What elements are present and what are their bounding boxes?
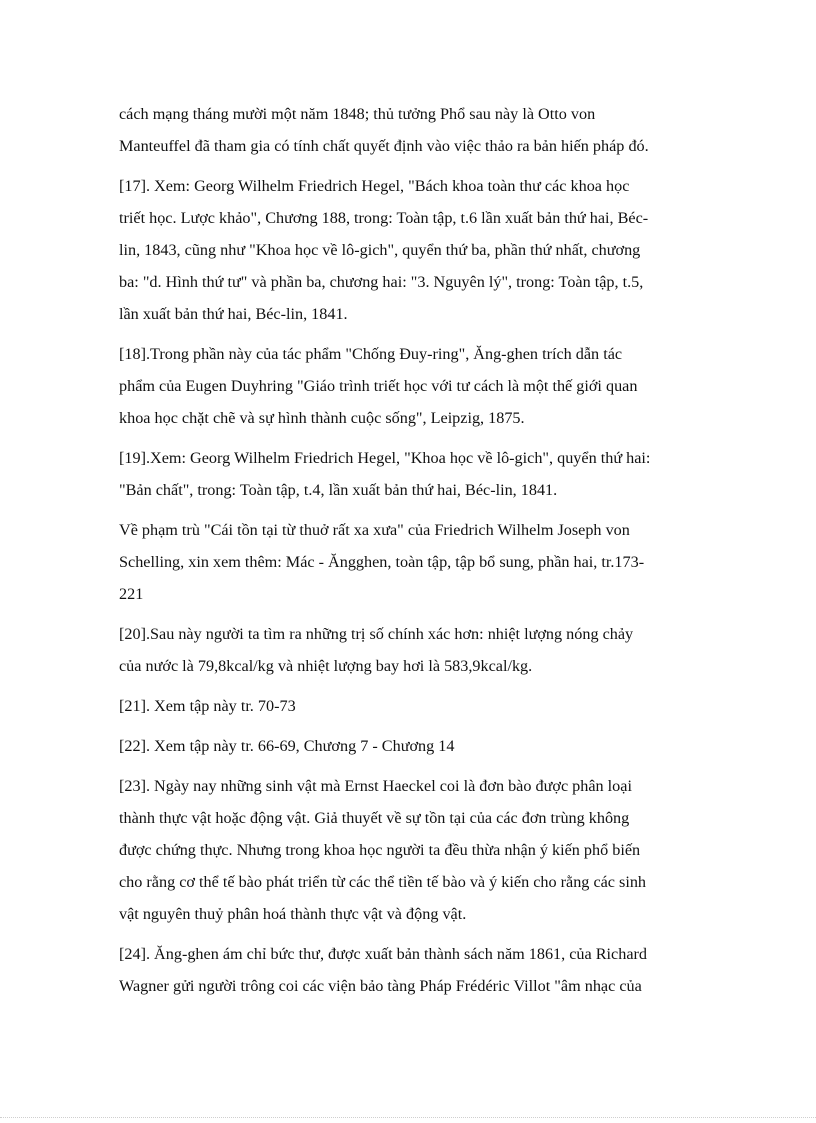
text-line: thành thực vật hoặc động vật. Giả thuyết về sự tồn tại của các đơn trùng không <box>119 809 630 827</box>
text-line: "Bản chất", trong: Toàn tập, t.4, lần xuất bản thứ hai, Béc-lin, 1841. <box>119 481 558 499</box>
text-line: vật nguyên thuỷ phân hoá thành thực vật và động vật. <box>119 905 467 923</box>
text-line: [18].Trong phần này của tác phẩm "Chống Đuy-ring", Ăng-ghen trích dẫn tác <box>119 345 623 363</box>
text-line: Về phạm trù "Cái tồn tại từ thuở rất xa xưa" của Friedrich Wilhelm Joseph von <box>119 521 630 539</box>
text-line: ba: "d. Hình thứ tư" và phần ba, chương hai: "3. Nguyên lý", trong: Toàn tập, t.5, <box>119 273 644 291</box>
document-page <box>119 98 694 1010</box>
text-line: Wagner gửi người trông coi các viện bảo tàng Pháp Frédéric Villot "âm nhạc của <box>119 977 642 995</box>
footnote-18 <box>119 338 694 434</box>
footnote-24 <box>119 938 694 1002</box>
text-line: cho rằng cơ thể tế bào phát triển từ các thể tiền tế bào và ý kiến cho rằng các sinh <box>119 873 647 891</box>
footnote-23 <box>119 770 694 930</box>
footnote-21 <box>119 690 694 722</box>
footnote-22 <box>119 730 694 762</box>
text-line: được chứng thực. Nhưng trong khoa học người ta đều thừa nhận ý kiến phổ biến <box>119 841 641 859</box>
paragraph-schelling-note <box>119 514 694 610</box>
text-line: Schelling, xin xem thêm: Mác - Ăngghen, toàn tập, tập bổ sung, phần hai, tr.173- <box>119 553 645 571</box>
text-line: 221 <box>119 585 144 603</box>
text-line: Manteuffel đã tham gia có tính chất quyết định vào việc thảo ra bản hiến pháp đó. <box>119 137 649 155</box>
text-line: lần xuất bản thứ hai, Béc-lin, 1841. <box>119 305 348 323</box>
text-line: phẩm của Eugen Duyhring "Giáo trình triết học với tư cách là một thế giới quan <box>119 377 638 395</box>
text-line: [21]. Xem tập này tr. 70-73 <box>119 697 296 715</box>
text-line: của nước là 79,8kcal/kg và nhiệt lượng bay hơi là 583,9kcal/kg. <box>119 657 533 675</box>
text-line: lin, 1843, cũng như "Khoa học về lô-gich", quyển thứ ba, phần thứ nhất, chương <box>119 241 641 259</box>
text-line: [17]. Xem: Georg Wilhelm Friedrich Hegel, "Bách khoa toàn thư các khoa học <box>119 177 630 195</box>
text-line: [20].Sau này người ta tìm ra những trị số chính xác hơn: nhiệt lượng nóng chảy <box>119 625 634 643</box>
paragraph-intro-continuation <box>119 98 694 162</box>
footnote-17 <box>119 170 694 330</box>
footnote-20 <box>119 618 694 682</box>
page-bottom-divider <box>0 1117 816 1118</box>
text-line: [23]. Ngày nay những sinh vật mà Ernst Haeckel coi là đơn bào được phân loại <box>119 777 632 795</box>
text-line: cách mạng tháng mười một năm 1848; thủ tưởng Phổ sau này là Otto von <box>119 105 596 123</box>
footnote-19 <box>119 442 694 506</box>
text-line: [22]. Xem tập này tr. 66-69, Chương 7 - Chương 14 <box>119 737 455 755</box>
text-line: [19].Xem: Georg Wilhelm Friedrich Hegel, "Khoa học về lô-gich", quyển thứ hai: <box>119 449 651 467</box>
text-line: [24]. Ăng-ghen ám chỉ bức thư, được xuất bản thành sách năm 1861, của Richard <box>119 945 647 963</box>
text-line: khoa học chặt chẽ và sự hình thành cuộc sống", Leipzig, 1875. <box>119 409 525 427</box>
text-line: triết học. Lược khảo", Chương 188, trong: Toàn tập, t.6 lần xuất bản thứ hai, Béc- <box>119 209 649 227</box>
